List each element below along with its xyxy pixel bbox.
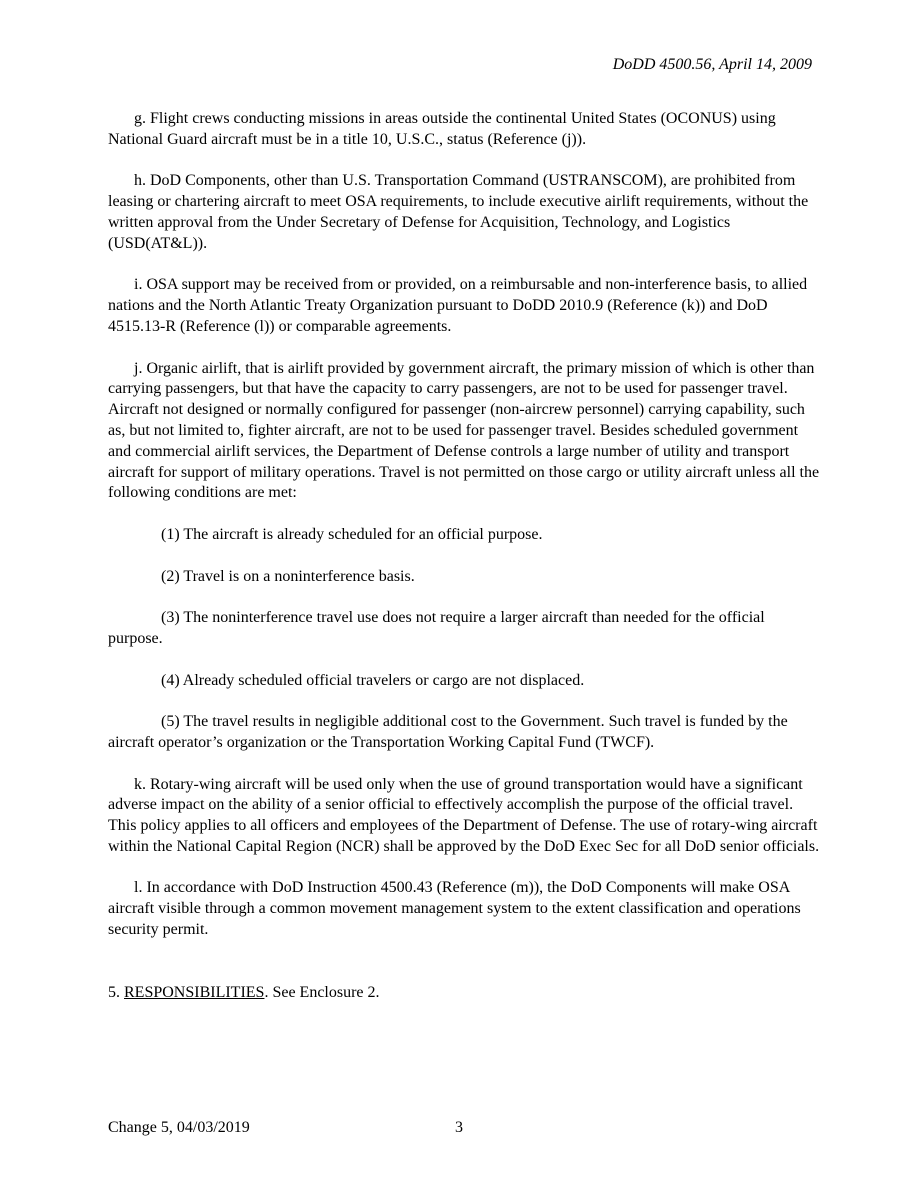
document-body [108, 109, 820, 1024]
paragraph-k: k. Rotary-wing aircraft will be used only when the use of ground transportation would have a significant adverse impact on the ability of a senior official to effectively accomplish the purpose of the official travel. This policy applies to all officers and employees of the Department of Defense. The use of rotary-wing aircraft within the National Capital Region (NCR) shall be approved by the DoD Exec Sec for all DoD senior officials. [108, 775, 820, 855]
paragraph-h: h. DoD Components, other than U.S. Transportation Command (USTRANSCOM), are prohibited from leasing or chartering aircraft to meet OSA requirements, to include executive airlift requirements, without the written approval from the Under Secretary of Defense for Acquisition, Technology, and Logistics (USD(AT&L)). [108, 172, 809, 252]
change-notice: Change 5, 04/03/2019 [108, 1119, 250, 1136]
section-spacer [108, 962, 820, 983]
condition-1: (1) The aircraft is already scheduled for an official purpose. [161, 525, 543, 543]
condition-5: (5) The travel results in negligible additional cost to the Government. Such travel is funded by the aircraft operator’s organization or the Transportation Working Capital Fund (TWCF). [108, 713, 788, 751]
paragraph-l: l. In accordance with DoD Instruction 4500.43 (Reference (m)), the DoD Components will make OSA aircraft visible through a common movement management system to the extent classification and operations security permit. [108, 879, 801, 939]
section-5-text: . See Enclosure 2. [264, 983, 380, 1001]
paragraph-j: j. Organic airlift, that is airlift provided by government aircraft, the primary mission of which is other than carrying passengers, but that have the capacity to carry passengers, are not to be used for passenger travel. Aircraft not designed or normally configured for passenger (non-aircrew personnel) carrying capability, such as, but not limited to, fighter aircraft, are not to be used for passenger travel. Besides scheduled government and commercial airlift services, the Department of Defense controls a large number of utility and transport aircraft for support of military operations. Travel is not permitted on those cargo or utility aircraft unless all the following conditions are met: [108, 359, 820, 502]
page-number: 3 [455, 1119, 463, 1136]
condition-2: (2) Travel is on a noninterference basis. [161, 567, 415, 585]
section-5-number: 5. [108, 983, 124, 1001]
section-5-title: RESPONSIBILITIES [124, 983, 265, 1001]
document-header: DoDD 4500.56, April 14, 2009 [612, 56, 812, 73]
condition-4: (4) Already scheduled official travelers or cargo are not displaced. [161, 671, 585, 689]
condition-3: (3) The noninterference travel use does not require a larger aircraft than needed for the official purpose. [108, 609, 765, 647]
paragraph-i: i. OSA support may be received from or provided, on a reimbursable and non-interference basis, to allied nations and the North Atlantic Treaty Organization pursuant to DoDD 2010.9 (Reference (k)) and DoD 4515.13-R (Reference (l)) or comparable agreements. [108, 276, 808, 335]
paragraph-g: g. Flight crews conducting missions in areas outside the continental United States (OCONUS) using National Guard aircraft must be in a title 10, U.S.C., status (Reference (j)). [108, 110, 776, 148]
section-5-heading [108, 983, 820, 1004]
